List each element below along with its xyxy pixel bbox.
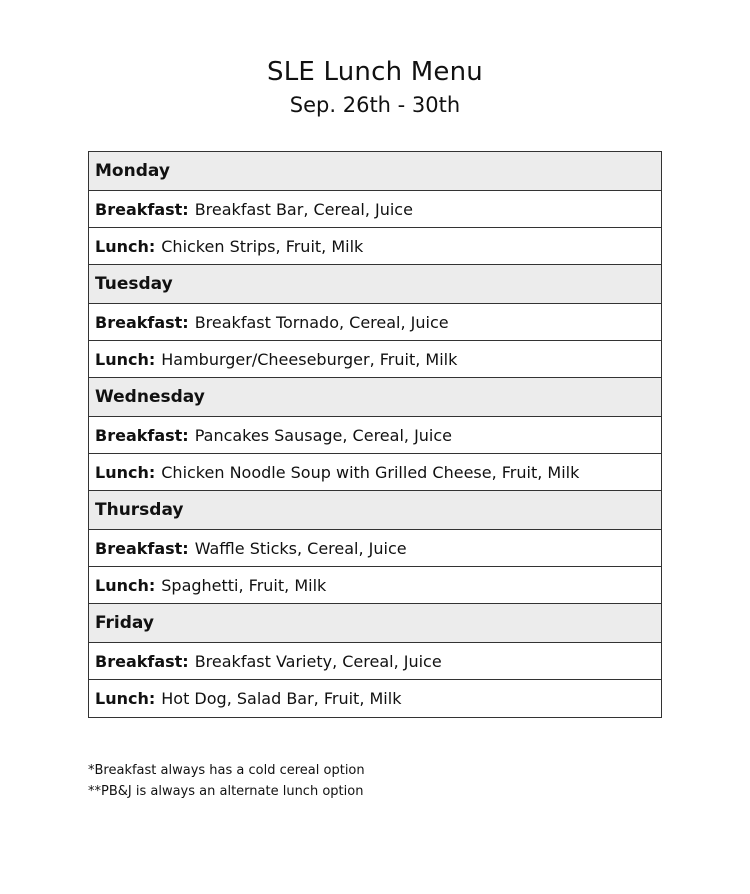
lunch-label: Lunch: <box>95 689 156 708</box>
footnotes <box>88 760 365 802</box>
day-header-monday <box>89 152 661 191</box>
lunch-items: Chicken Strips, Fruit, Milk <box>161 236 364 256</box>
breakfast-row-wednesday <box>89 417 661 454</box>
lunch-row-friday <box>89 680 661 717</box>
day-header-friday <box>89 604 661 643</box>
lunch-items: Hot Dog, Salad Bar, Fruit, Milk <box>161 689 402 708</box>
lunch-label: Lunch: <box>95 236 156 256</box>
breakfast-row-monday <box>89 191 661 228</box>
lunch-label: Lunch: <box>95 349 156 369</box>
day-header-wednesday <box>89 378 661 417</box>
page-subtitle: Sep. 26th - 30th <box>289 93 461 117</box>
day-header-tuesday <box>89 265 661 304</box>
day-name: Wednesday <box>95 387 205 407</box>
day-name: Monday <box>95 161 170 181</box>
breakfast-label: Breakfast: <box>95 538 189 558</box>
breakfast-items: Breakfast Tornado, Cereal, Juice <box>194 312 449 332</box>
breakfast-row-thursday <box>89 530 661 567</box>
footnote-breakfast: *Breakfast always has a cold cereal option <box>88 763 365 778</box>
lunch-items: Chicken Noodle Soup with Grilled Cheese, Fruit, Milk <box>161 462 580 482</box>
breakfast-row-tuesday <box>89 304 661 341</box>
lunch-row-tuesday <box>89 341 661 378</box>
breakfast-items: Pancakes Sausage, Cereal, Juice <box>194 425 453 445</box>
day-name: Tuesday <box>95 274 173 294</box>
breakfast-label: Breakfast: <box>95 425 189 445</box>
breakfast-row-friday <box>89 643 661 680</box>
day-name: Thursday <box>95 500 184 520</box>
lunch-items: Hamburger/Cheeseburger, Fruit, Milk <box>161 349 458 369</box>
lunch-label: Lunch: <box>95 575 156 595</box>
lunch-row-thursday <box>89 567 661 604</box>
breakfast-label: Breakfast: <box>95 312 189 332</box>
breakfast-items: Breakfast Variety, Cereal, Juice <box>194 651 442 671</box>
lunch-row-monday <box>89 228 661 265</box>
page-title: SLE Lunch Menu <box>267 57 483 87</box>
day-name: Friday <box>95 613 154 633</box>
lunch-row-wednesday <box>89 454 661 491</box>
breakfast-items: Breakfast Bar, Cereal, Juice <box>194 199 413 219</box>
lunch-items: Spaghetti, Fruit, Milk <box>161 575 327 595</box>
breakfast-label: Breakfast: <box>95 651 189 671</box>
day-header-thursday <box>89 491 661 530</box>
menu-table <box>88 151 662 718</box>
breakfast-label: Breakfast: <box>95 199 189 219</box>
breakfast-items: Waffle Sticks, Cereal, Juice <box>194 538 407 558</box>
footnote-lunch: **PB&J is always an alternate lunch option <box>88 784 364 799</box>
lunch-label: Lunch: <box>95 462 156 482</box>
